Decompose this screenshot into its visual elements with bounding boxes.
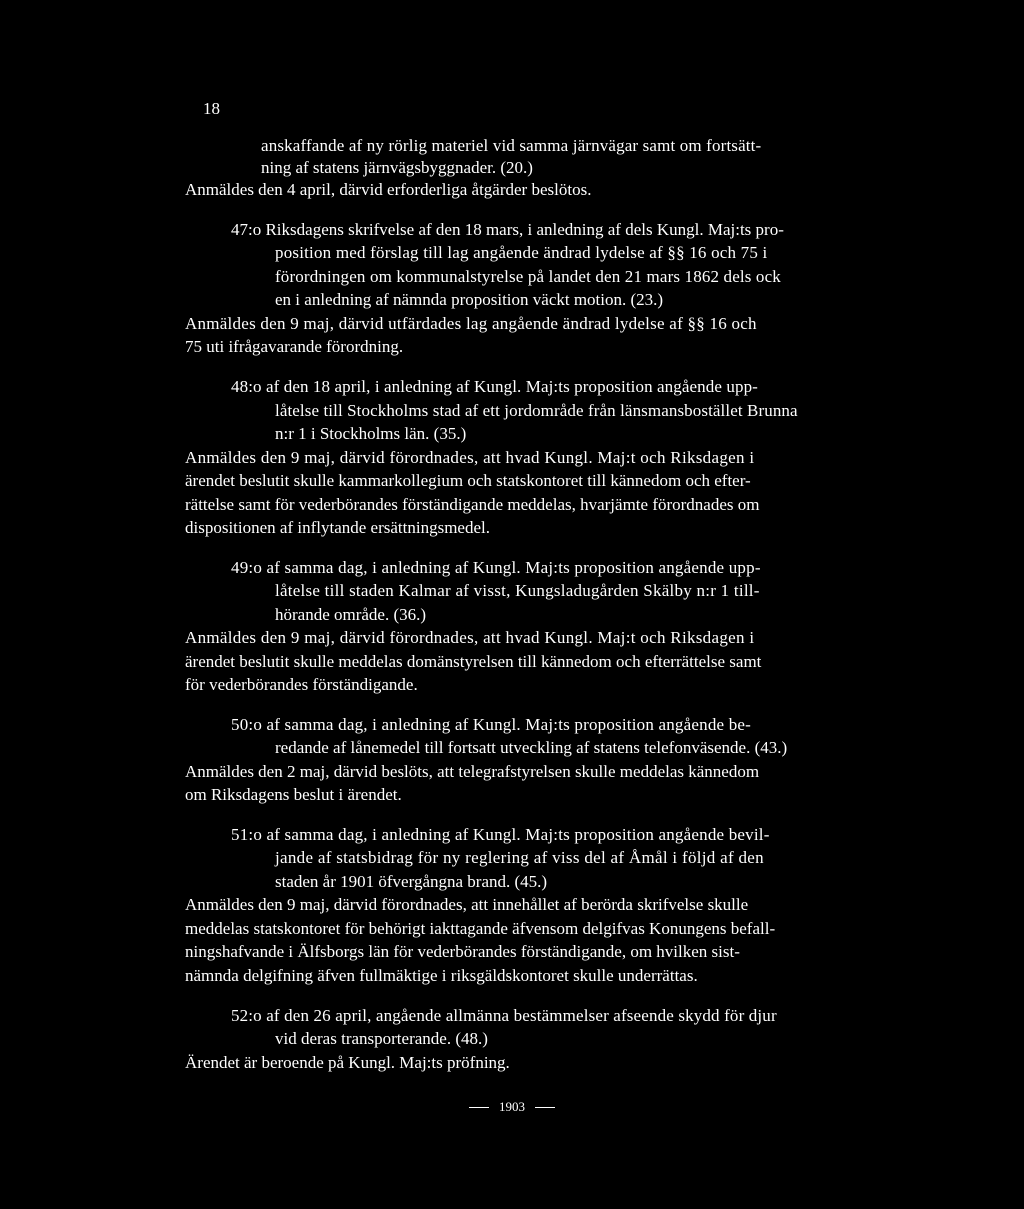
text-line: förordningen om kommunalstyrelse på landet den 21 mars 1862 dels ock xyxy=(275,267,781,286)
footer-dash-right xyxy=(535,1107,555,1108)
text-line: 50:o af samma dag, i anledning af Kungl. Maj:ts proposition angående be- xyxy=(231,715,752,734)
text-line: ningshafvande i Älfsborgs län för vederbörandes förständigande, om hvilken sist- xyxy=(185,942,740,961)
text-line: 47:o Riksdagens skrifvelse af den 18 mars, i anledning af dels Kungl. Maj:ts pro- xyxy=(231,220,784,239)
text-line: Ärendet är beroende på Kungl. Maj:ts pröfning. xyxy=(185,1053,510,1072)
text-line: anskaffande af ny rörlig materiel vid samma järnvägar samt om fortsätt- xyxy=(261,136,762,155)
page-footer xyxy=(0,1096,1024,1116)
text-line: Anmäldes den 9 maj, därvid förordnades, att hvad Kungl. Maj:t och Riksdagen i xyxy=(185,628,755,647)
text-line: vid deras transporterande. (48.) xyxy=(275,1029,488,1048)
text-line: en i anledning af nämnda proposition väckt motion. (23.) xyxy=(275,290,664,309)
text-line: för vederbörandes förständigande. xyxy=(185,675,418,694)
text-line: rättelse samt för vederbörandes förständigande meddelas, hvarjämte förordnades om xyxy=(185,495,760,514)
text-line: Anmäldes den 9 maj, därvid förordnades, att innehållet af berörda skrifvelse skulle xyxy=(185,895,749,914)
text-line: 51:o af samma dag, i anledning af Kungl. Maj:ts proposition angående bevil- xyxy=(231,825,770,844)
text-line: låtelse till Stockholms stad af ett jordområde från länsmansbostället Brunna xyxy=(275,401,798,420)
text-line: ärendet beslutit skulle kammarkollegium och statskontoret till kännedom och efter- xyxy=(185,471,751,490)
text-line: dispositionen af inflytande ersättningsmedel. xyxy=(185,518,490,537)
text-line: 49:o af samma dag, i anledning af Kungl. Maj:ts proposition angående upp- xyxy=(231,558,761,577)
footer-year: 1903 xyxy=(499,1099,525,1114)
text-line: hörande område. (36.) xyxy=(275,605,427,624)
text-line: låtelse till staden Kalmar af visst, Kungsladugården Skälby n:r 1 till- xyxy=(275,581,760,600)
text-line: staden år 1901 öfvergångna brand. (45.) xyxy=(275,872,548,891)
page-number: 18 xyxy=(203,99,220,118)
text-line: n:r 1 i Stockholms län. (35.) xyxy=(275,424,467,443)
text-line: Anmäldes den 2 maj, därvid beslöts, att telegrafstyrelsen skulle meddelas kännedom xyxy=(185,762,760,781)
text-line: ärendet beslutit skulle meddelas domänstyrelsen till kännedom och efterrättelse samt xyxy=(185,652,762,671)
text-line: Anmäldes den 9 maj, därvid förordnades, att hvad Kungl. Maj:t och Riksdagen i xyxy=(185,448,755,467)
text-line: 75 uti ifrågavarande förordning. xyxy=(185,337,404,356)
text-line: meddelas statskontoret för behörigt iakttagande äfvensom delgifvas Konungens befall- xyxy=(185,919,776,938)
text-line: Anmäldes den 4 april, därvid erforderliga åtgärder beslötos. xyxy=(185,180,592,199)
text-line: om Riksdagens beslut i ärendet. xyxy=(185,785,402,804)
text-line: 48:o af den 18 april, i anledning af Kungl. Maj:ts proposition angående upp- xyxy=(231,377,758,396)
text-line: ning af statens järnvägsbyggnader. (20.) xyxy=(261,158,533,177)
text-line: nämnda delgifning äfven fullmäktige i riksgäldskontoret skulle underrättas. xyxy=(185,966,698,985)
text-line: 52:o af den 26 april, angående allmänna bestämmelser afseende skydd för djur xyxy=(231,1006,777,1025)
text-line: redande af lånemedel till fortsatt utveckling af statens telefonväsende. (43.) xyxy=(275,738,788,757)
text-line: position med förslag till lag angående ändrad lydelse af §§ 16 och 75 i xyxy=(275,243,768,262)
footer-dash-left xyxy=(469,1107,489,1108)
text-line: jande af statsbidrag för ny reglering af viss del af Åmål i följd af den xyxy=(275,848,764,867)
text-line: Anmäldes den 9 maj, därvid utfärdades lag angående ändrad lydelse af §§ 16 och xyxy=(185,314,757,333)
